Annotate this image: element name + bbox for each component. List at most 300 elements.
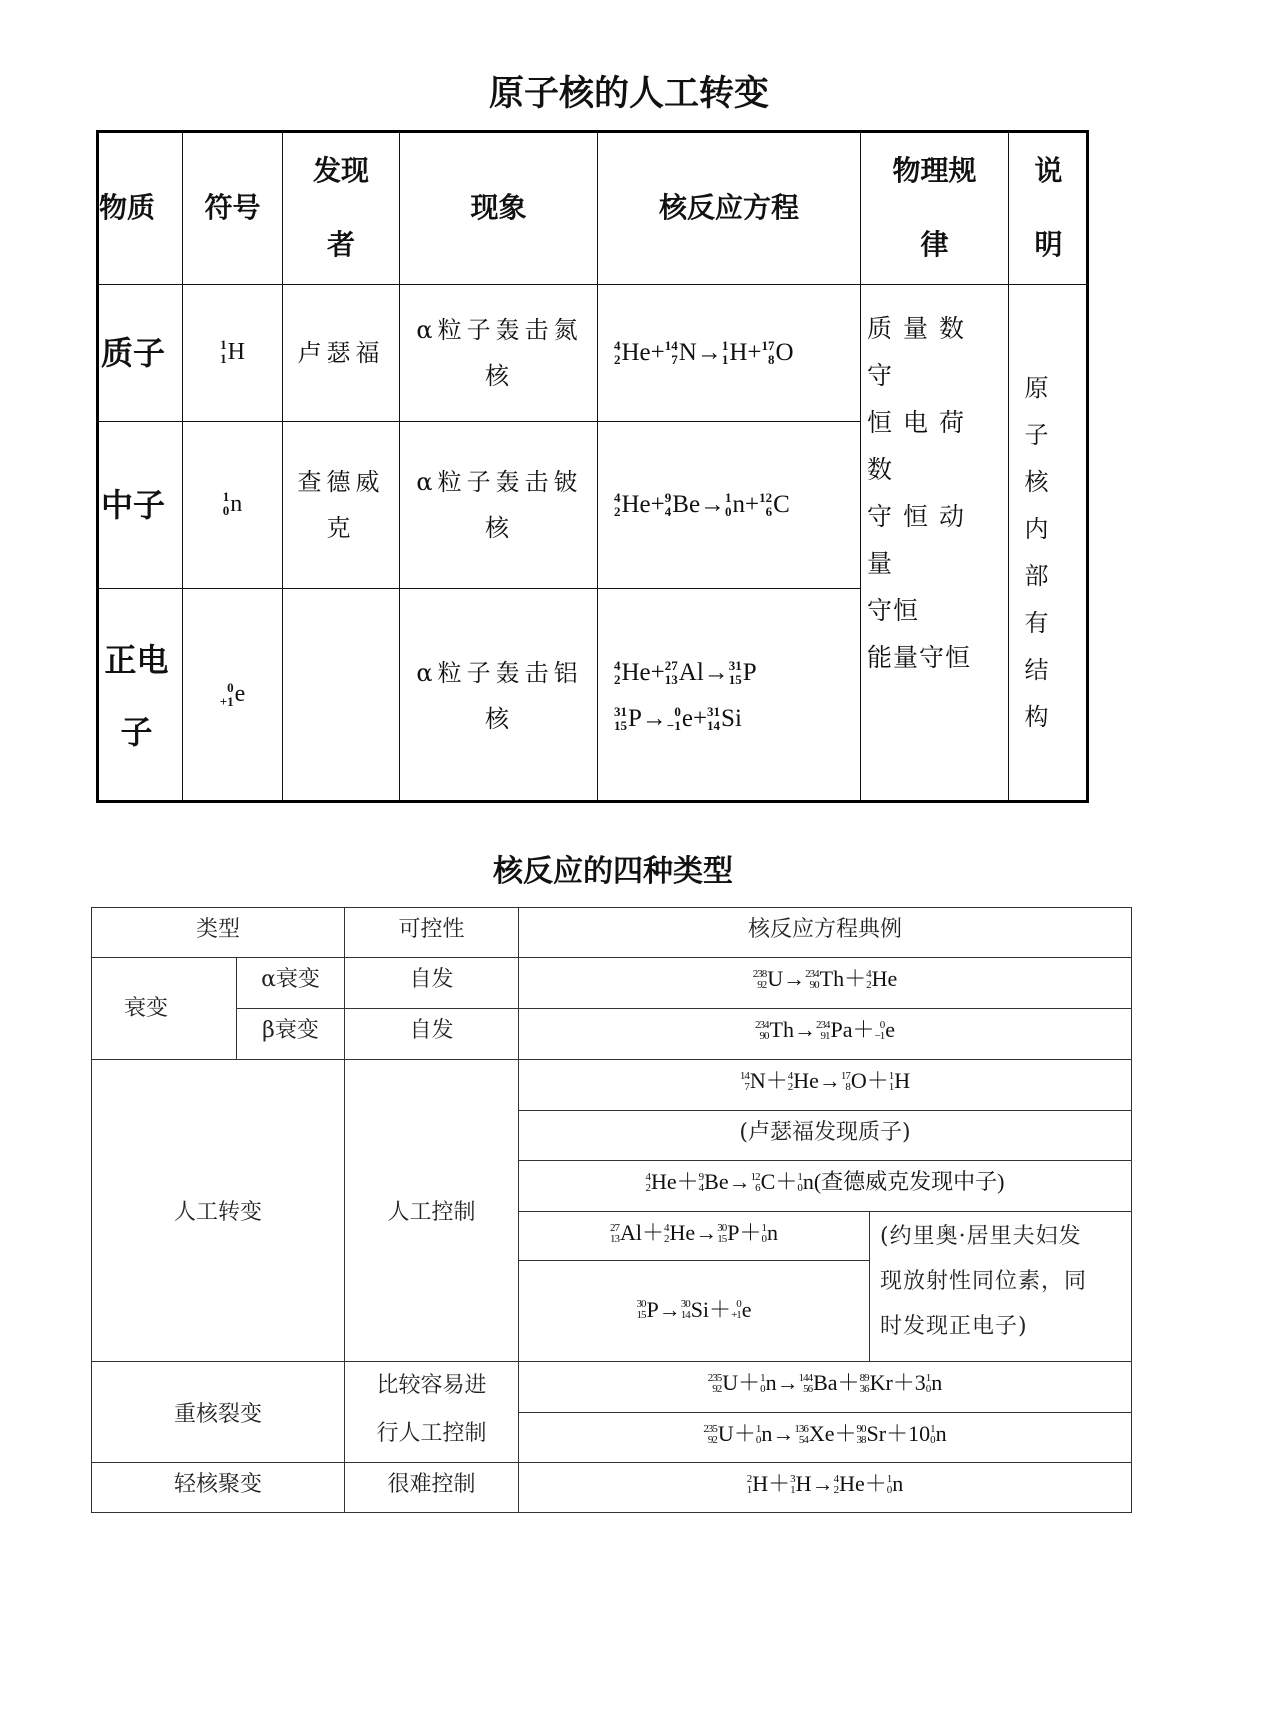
mass-number: 31 <box>707 703 721 719</box>
row-neutron-phenomenon: α粒子轰击铍核 <box>399 421 598 589</box>
mass-number: 1 <box>930 1422 935 1435</box>
mass-charge-numbers <box>926 1373 931 1395</box>
mass-number: 235 <box>703 1422 717 1435</box>
element-symbol: e <box>885 1017 895 1042</box>
equation-line <box>614 482 790 528</box>
mass-charge-numbers <box>703 1424 717 1446</box>
charge-number: +1 <box>731 1309 741 1322</box>
element-symbol: n <box>931 1370 943 1395</box>
nuclide <box>699 1169 751 1194</box>
nuclide <box>857 1421 909 1446</box>
nuclide <box>610 1220 664 1245</box>
element-symbol: n <box>732 491 746 518</box>
element-symbol: Be <box>672 491 701 518</box>
element-symbol: e <box>681 704 693 732</box>
mass-number: 4 <box>866 967 871 980</box>
charge-number: 92 <box>707 1433 717 1446</box>
equation-line <box>755 1013 895 1044</box>
nuclide <box>614 491 665 518</box>
mass-number: 1 <box>725 490 732 506</box>
law-line: 守恒动量 <box>867 502 976 578</box>
operator: + <box>692 704 708 732</box>
mass-number: 31 <box>728 657 742 673</box>
element-symbol: Be <box>704 1169 729 1194</box>
nuclide <box>756 1421 795 1446</box>
mass-charge-numbers <box>755 1020 769 1042</box>
fission-control-line-1: 比较容易进 <box>376 1373 487 1398</box>
mass-number: 9 <box>698 1170 704 1183</box>
operator: → <box>818 1068 841 1093</box>
element-symbol: He <box>871 966 898 991</box>
nuclide <box>816 1017 875 1042</box>
element-symbol: He <box>651 1169 677 1194</box>
mass-charge-numbers <box>699 1172 704 1194</box>
equation-line <box>610 1216 778 1247</box>
charge-number: 2 <box>787 1080 793 1093</box>
header-discoverer: 发现者 <box>282 130 400 285</box>
element-symbol: Kr <box>869 1370 893 1395</box>
mass-charge-numbers <box>857 1424 866 1446</box>
mass-charge-numbers <box>636 1299 645 1321</box>
element-symbol: n <box>230 490 243 517</box>
page-title-reaction-types: 核反应的四种类型 <box>493 854 733 889</box>
charge-number: −1 <box>874 1029 885 1042</box>
mass-number: 90 <box>856 1422 866 1435</box>
element-symbol: U <box>767 966 784 991</box>
mass-charge-numbers <box>759 491 772 519</box>
mass-number: 1 <box>721 338 729 354</box>
fission-control <box>344 1361 519 1463</box>
fusion-equation <box>518 1462 1132 1513</box>
mass-charge-numbers <box>799 1373 813 1395</box>
charge-number: 92 <box>757 978 767 991</box>
mass-number: 4 <box>614 338 621 354</box>
mass-number: 0 <box>879 1018 885 1031</box>
element-symbol: H <box>752 1471 769 1496</box>
charge-number: 91 <box>820 1029 830 1042</box>
element-symbol: He <box>621 658 651 686</box>
mass-number: 27 <box>610 1221 620 1234</box>
nuclide <box>915 1370 943 1395</box>
mass-charge-numbers <box>614 339 621 367</box>
element-symbol: Al <box>620 1220 643 1245</box>
charge-number: 6 <box>755 1181 760 1194</box>
operator: → <box>776 1370 799 1395</box>
mass-charge-numbers <box>874 1020 884 1042</box>
nuclide <box>794 1421 856 1446</box>
alpha-decay-label: α衰变 <box>236 957 345 1009</box>
charge-number: 4 <box>698 1181 704 1194</box>
charge-number: +1 <box>219 693 234 709</box>
discovery-note: (查德威克发现中子) <box>813 1169 1005 1194</box>
nuclide <box>729 659 757 686</box>
charge-number: 15 <box>614 717 627 733</box>
element-symbol: e <box>741 1296 752 1322</box>
nuclide <box>841 1068 889 1093</box>
operator: ＋ <box>844 966 867 991</box>
header-note: 说明 <box>1008 130 1089 285</box>
mass-number: 27 <box>664 657 678 673</box>
operator: ＋ <box>864 1471 887 1496</box>
mass-number: 2 <box>746 1472 752 1485</box>
charge-number: 1 <box>721 352 729 368</box>
mass-charge-numbers <box>223 490 230 518</box>
operator: → <box>703 658 729 686</box>
nuclide <box>667 705 707 732</box>
nuclide <box>636 1297 680 1322</box>
fission-control-line-2: 行人工控制 <box>376 1421 487 1446</box>
mass-charge-numbers <box>751 1172 760 1194</box>
mass-number: 234 <box>755 1018 769 1031</box>
operator: ＋ <box>775 1169 798 1194</box>
charge-number: 14 <box>680 1309 690 1322</box>
nuclide <box>753 966 805 991</box>
beta-decay-equation <box>518 1008 1132 1060</box>
mass-charge-numbers <box>860 1373 869 1395</box>
element-symbol: Th <box>769 1017 794 1042</box>
row-neutron-label: 中子 <box>96 421 183 589</box>
curie-note-line-1: (约里奥·居里夫妇发 <box>880 1224 1082 1249</box>
nuclide <box>703 1421 755 1446</box>
mass-charge-numbers <box>667 705 681 733</box>
mass-number: 4 <box>614 490 621 506</box>
artificial-note-1: (卢瑟福发现质子) <box>518 1110 1132 1161</box>
nuclide <box>614 339 665 366</box>
nuclide <box>717 1220 761 1245</box>
operator: + <box>650 339 665 366</box>
charge-number: 1 <box>746 1483 752 1496</box>
charge-number: 2 <box>645 1181 650 1194</box>
row-positron-discoverer <box>282 588 400 803</box>
charge-number: 0 <box>930 1433 935 1446</box>
element-symbol: He <box>621 339 651 366</box>
header-control: 可控性 <box>344 907 519 958</box>
fusion-label: 轻核聚变 <box>91 1462 345 1513</box>
nuclide <box>834 1471 887 1496</box>
charge-number: 1 <box>790 1483 795 1496</box>
charge-number: −1 <box>666 717 681 733</box>
charge-number: 1 <box>220 351 227 367</box>
mass-number: 1 <box>925 1371 931 1384</box>
equation-line <box>646 1165 1005 1196</box>
nuclide <box>722 339 762 366</box>
charge-number: 8 <box>768 352 775 368</box>
equation-line <box>747 1467 903 1498</box>
operator: ＋ <box>768 1471 791 1496</box>
element-symbol: n <box>802 1169 814 1194</box>
mass-number: 0 <box>227 679 234 695</box>
charge-number: 8 <box>845 1080 850 1093</box>
mass-charge-numbers <box>646 1172 651 1194</box>
nuclide <box>614 659 665 686</box>
nuclide <box>725 491 759 518</box>
operator: → <box>728 1169 751 1194</box>
element-symbol: Al <box>678 658 704 686</box>
note-text: 原子核内部有结构 <box>1024 374 1049 731</box>
mass-number: 9 <box>664 490 672 506</box>
element-symbol: n <box>892 1471 904 1496</box>
nuclide <box>614 705 667 732</box>
curie-note-line-3: 时发现正电子) <box>880 1314 1028 1339</box>
page-title-artificial-transmutation: 原子核的人工转变 <box>488 74 769 114</box>
nuclide <box>759 491 790 518</box>
mass-charge-numbers <box>707 705 720 733</box>
mass-number: 1 <box>797 1170 802 1183</box>
mass-number: 4 <box>664 1221 669 1234</box>
charge-number: 2 <box>664 1232 669 1245</box>
mass-charge-numbers <box>220 338 227 366</box>
header-substance: 物质 <box>96 130 183 285</box>
mass-charge-numbers <box>610 1223 619 1245</box>
element-symbol: He <box>839 1471 865 1496</box>
charge-number: 38 <box>856 1433 866 1446</box>
element-symbol: He <box>793 1068 819 1093</box>
header-phenomenon: 现象 <box>399 130 598 285</box>
charge-number: 2 <box>614 352 621 368</box>
mass-charge-numbers <box>681 1299 690 1321</box>
row-neutron-symbol <box>182 421 283 589</box>
charge-number: 14 <box>707 717 721 733</box>
nuclide <box>665 491 725 518</box>
nuclide <box>665 339 722 366</box>
equation-line <box>740 1064 910 1095</box>
nuclide <box>760 1370 799 1395</box>
mass-number: 0 <box>736 1298 741 1311</box>
charge-number: 36 <box>859 1382 869 1395</box>
mass-charge-numbers <box>722 339 729 367</box>
operator: ＋ <box>765 1068 788 1093</box>
row-positron-phenomenon: α粒子轰击铝核 <box>399 588 598 803</box>
nuclide <box>860 1370 915 1395</box>
element-symbol: P <box>727 1220 740 1245</box>
mass-charge-numbers <box>729 659 742 687</box>
artificial-equation-2 <box>518 1160 1132 1212</box>
artificial-equation-4 <box>518 1260 870 1362</box>
operator: ＋ <box>852 1017 875 1042</box>
mass-charge-numbers <box>731 1299 741 1321</box>
nuclide <box>866 966 897 991</box>
row-positron-label: 正电子 <box>96 588 183 803</box>
mass-charge-numbers <box>797 1172 802 1194</box>
mass-charge-numbers <box>747 1474 752 1496</box>
mass-charge-numbers <box>762 339 775 367</box>
mass-number: 234 <box>805 967 819 980</box>
nuclide <box>908 1421 947 1446</box>
mass-charge-numbers <box>790 1474 795 1496</box>
element-symbol: O <box>850 1068 867 1093</box>
mass-number: 1 <box>755 1422 761 1435</box>
mass-number: 1 <box>886 1472 892 1485</box>
mass-charge-numbers <box>753 969 767 991</box>
mass-charge-numbers <box>665 491 672 519</box>
row-positron-equation <box>597 588 861 803</box>
mass-number: 14 <box>739 1069 749 1082</box>
equation-line <box>614 330 794 376</box>
row-proton-label: 质子 <box>96 284 183 422</box>
operator: → <box>641 704 667 732</box>
mass-charge-numbers <box>930 1424 935 1446</box>
row-neutron-discoverer: 查德威克 <box>282 421 400 589</box>
operator: ＋ <box>837 1370 860 1395</box>
coefficient: 3 <box>914 1370 926 1395</box>
mass-charge-numbers <box>816 1020 830 1042</box>
element-symbol: Si <box>721 704 742 732</box>
mass-charge-numbers <box>665 339 678 367</box>
mass-number: 4 <box>645 1170 650 1183</box>
equation-line <box>703 1417 946 1448</box>
element-symbol: n <box>766 1220 778 1245</box>
law-line: 质量数守 <box>867 314 976 390</box>
nuclide <box>762 339 794 366</box>
element-symbol: Si <box>690 1296 710 1322</box>
nuclide <box>887 1471 904 1496</box>
fission-equation-1 <box>518 1361 1132 1413</box>
element-symbol: O <box>775 339 794 366</box>
nuclide <box>664 1220 717 1245</box>
mass-number: 4 <box>787 1069 793 1082</box>
charge-number: 0 <box>886 1483 892 1496</box>
nuclide <box>708 1370 760 1395</box>
artificial-equation-1 <box>518 1059 1132 1111</box>
row-proton-symbol <box>182 284 283 422</box>
charge-number: 0 <box>725 504 732 520</box>
charge-number: 2 <box>833 1483 839 1496</box>
law-line: 恒电荷数 <box>867 408 976 484</box>
artificial-equation-3 <box>518 1211 870 1261</box>
charge-number: 0 <box>222 503 230 519</box>
mass-number: 144 <box>798 1371 813 1384</box>
charge-number: 0 <box>760 1382 765 1395</box>
mass-number: 3 <box>790 1472 795 1485</box>
mass-number: 1 <box>220 337 227 353</box>
mass-number: 1 <box>222 489 230 505</box>
header-example: 核反应方程典例 <box>518 907 1132 958</box>
nuclide <box>740 1068 788 1093</box>
charge-number: 2 <box>614 504 621 520</box>
nuclide <box>751 1169 798 1194</box>
mass-number: 17 <box>761 338 775 354</box>
mass-charge-numbers <box>889 1071 894 1093</box>
mass-charge-numbers <box>760 1373 765 1395</box>
nuclide <box>747 1471 790 1496</box>
element-symbol: N <box>678 339 697 366</box>
nuclide <box>790 1471 833 1496</box>
charge-number: 2 <box>614 671 621 687</box>
charge-number: 56 <box>803 1382 813 1395</box>
element-symbol: H <box>729 339 748 366</box>
nuclide <box>220 339 245 367</box>
artificial-note-curie <box>869 1211 1132 1362</box>
mass-number: 30 <box>636 1298 646 1311</box>
element-symbol: e <box>234 681 246 708</box>
equation-line <box>753 962 898 993</box>
operator: → <box>695 1220 718 1245</box>
alpha-decay-equation <box>518 957 1132 1009</box>
mass-number: 4 <box>833 1472 839 1485</box>
operator: → <box>783 966 806 991</box>
charge-number: 90 <box>759 1029 769 1042</box>
mass-number: 17 <box>840 1069 850 1082</box>
artificial-label: 人工转变 <box>91 1059 345 1362</box>
charge-number: 0 <box>925 1382 931 1395</box>
mass-charge-numbers <box>794 1424 808 1446</box>
nuclide <box>707 705 742 732</box>
element-symbol: Xe <box>808 1421 835 1446</box>
element-symbol: H <box>227 338 245 365</box>
mass-number: 238 <box>752 967 767 980</box>
nuclide <box>665 659 729 686</box>
element-symbol: H <box>894 1068 911 1093</box>
mass-number: 235 <box>707 1371 722 1384</box>
mass-number: 14 <box>664 338 678 354</box>
charge-number: 0 <box>755 1433 761 1446</box>
charge-number: 7 <box>744 1080 749 1093</box>
operator: ＋ <box>709 1296 732 1322</box>
alpha-decay-control: 自发 <box>344 957 519 1009</box>
law-line: 守恒 <box>867 596 920 625</box>
mass-charge-numbers <box>708 1373 722 1395</box>
row-neutron-equation <box>597 421 861 589</box>
charge-number: 15 <box>636 1309 646 1322</box>
nuclide <box>731 1297 751 1322</box>
mass-charge-numbers <box>664 1223 669 1245</box>
nuclide <box>646 1169 699 1194</box>
header-equation: 核反应方程 <box>597 130 861 285</box>
operator: → <box>811 1471 834 1496</box>
charge-number: 15 <box>717 1232 727 1245</box>
fission-equation-2 <box>518 1412 1132 1463</box>
fission-label: 重核裂变 <box>91 1361 345 1463</box>
header-symbol: 符号 <box>182 130 283 285</box>
mass-number: 0 <box>674 703 681 719</box>
element-symbol: H <box>795 1471 812 1496</box>
mass-charge-numbers <box>740 1071 749 1093</box>
nuclide <box>788 1068 841 1093</box>
decay-label: 衰变 <box>91 957 237 1060</box>
nuclide <box>805 966 866 991</box>
charge-number: 54 <box>798 1433 808 1446</box>
equation-line <box>614 696 742 742</box>
element-symbol: Sr <box>866 1421 887 1446</box>
element-symbol: N <box>749 1068 766 1093</box>
mass-number: 12 <box>759 490 773 506</box>
nuclide <box>874 1017 894 1042</box>
mass-charge-numbers <box>725 491 732 519</box>
mass-charge-numbers <box>788 1071 793 1093</box>
mass-charge-numbers <box>614 659 621 687</box>
mass-charge-numbers <box>887 1474 892 1496</box>
element-symbol: P <box>628 704 642 732</box>
nuclide <box>889 1068 910 1093</box>
element-symbol: Ba <box>813 1370 838 1395</box>
operator: ＋ <box>738 1370 761 1395</box>
element-symbol: C <box>760 1169 776 1194</box>
charge-number: 15 <box>728 671 742 687</box>
charge-number: 92 <box>712 1382 722 1395</box>
charge-number: 1 <box>888 1080 894 1093</box>
element-symbol: P <box>646 1296 659 1322</box>
operator: + <box>650 491 665 518</box>
charge-number: 90 <box>809 978 819 991</box>
element-symbol: P <box>742 658 757 686</box>
operator: ＋ <box>886 1421 909 1446</box>
element-symbol: Pa <box>830 1017 853 1042</box>
mass-number: 30 <box>680 1298 690 1311</box>
charge-number: 7 <box>671 352 678 368</box>
charge-number: 2 <box>866 978 871 991</box>
mass-number: 234 <box>815 1018 830 1031</box>
element-symbol: He <box>621 491 651 518</box>
